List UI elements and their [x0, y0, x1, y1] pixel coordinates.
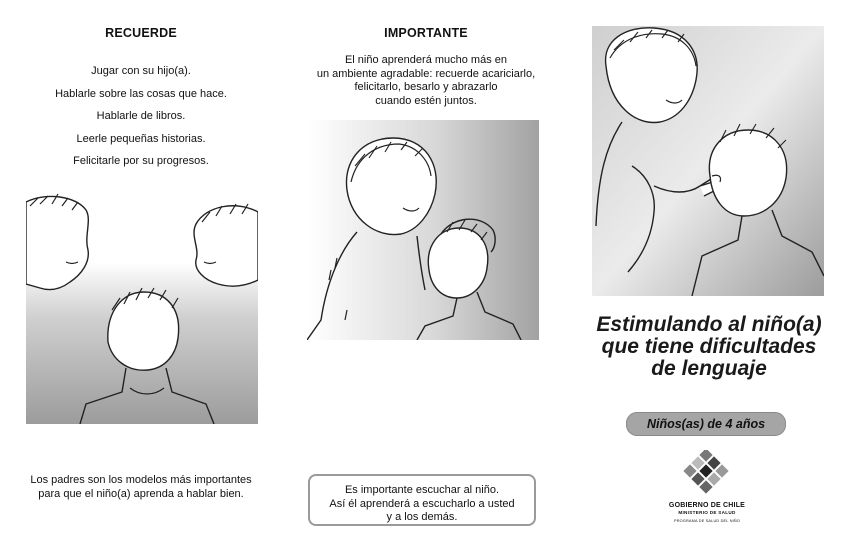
heading-importante: IMPORTANTE — [384, 26, 468, 40]
importante-intro-text: El niño aprenderá mucho más en un ambiente agradable: recuerde acariciarlo, felicitarlo, besarlo y abrazarlo cuando estén juntos. — [316, 54, 536, 107]
age-badge: Niños(as) de 4 años — [626, 412, 786, 436]
adult-talking-to-child-drawing — [592, 26, 824, 296]
tip-item: Felicitarle por su progresos. — [73, 155, 209, 167]
tip-item: Hablarle sobre las cosas que hace. — [55, 87, 227, 100]
panel-importante — [282, 0, 570, 556]
panel-cover — [570, 0, 848, 556]
parents-with-child-illustration — [26, 192, 258, 424]
mother-caressing-child-drawing — [307, 120, 539, 340]
heading-recuerde: RECUERDE — [105, 26, 177, 40]
panel-recuerde — [0, 0, 282, 556]
logo-ministry-text: MINISTERIO DE SALUD — [678, 510, 736, 515]
brochure-title: Estimulando al niño(a) que tiene dificultades de lenguaje — [596, 313, 822, 380]
parents-with-child-drawing — [26, 192, 258, 424]
tip-item: Leerle pequeñas historias. — [76, 132, 206, 145]
parents-role-text: Los padres son los modelos más importantes para que el niño(a) aprenda a hablar bien. — [30, 474, 252, 500]
listening-callout: Es importante escuchar al niño. Así él aprenderá a escucharlo a usted y a los demás. — [308, 474, 536, 526]
mother-caressing-child-illustration — [307, 120, 539, 340]
tips-list — [0, 60, 282, 173]
adult-talking-to-child-illustration — [592, 26, 824, 296]
gobierno-de-chile-logo-icon — [679, 450, 735, 498]
logo-program-text: PROGRAMA DE SALUD DEL NIÑO — [673, 519, 741, 523]
logo-government-text: GOBIERNO DE CHILE — [668, 502, 746, 509]
tip-item: Hablarle de libros. — [96, 110, 186, 122]
gobierno-logo — [662, 450, 752, 542]
tip-item: Jugar con su hijo(a). — [91, 65, 191, 77]
